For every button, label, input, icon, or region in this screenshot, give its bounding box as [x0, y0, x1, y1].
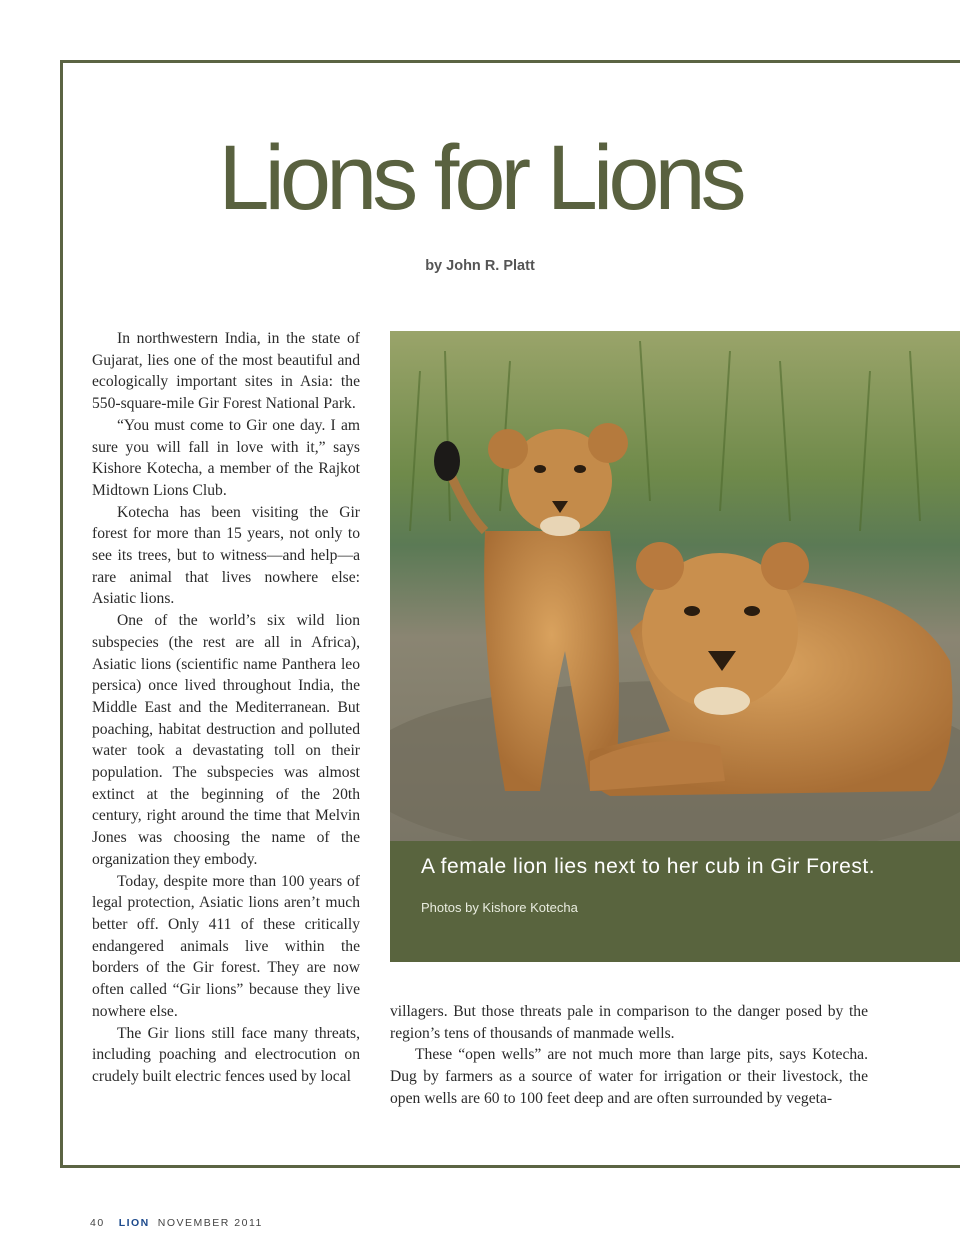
paragraph: villagers. But those threats pale in comparison to the danger posed by the region’s tens of thousands of manmade wells.: [390, 1003, 868, 1042]
page-number: 40: [90, 1217, 105, 1229]
paragraph: The Gir lions still face many threats, including poaching and electrocution on crudely built electric fences used by local: [92, 1024, 360, 1085]
right-text-column: [390, 1001, 868, 1110]
paragraph: One of the world’s six wild lion subspecies (the rest are all in Africa), Asiatic lions (scientific name Panthera leo persica) once lived throughout India, the Middle East and the Mediterranean. But poaching, habitat destruction and polluted water took a devastating toll on their population. The subspecies was almost extinct at the beginning of the 20th century, right around the time that Melvin Jones was choosing the name of the organization they embody.: [92, 612, 360, 868]
photo-caption-box: [390, 841, 960, 962]
left-text-column: [92, 328, 360, 1088]
lion-photo: [390, 331, 960, 841]
paragraph: Kotecha has been visiting the Gir forest for more than 15 years, not only to see its trees, but to witness—and help—a rare animal that lives nowhere else: Asiatic lions.: [92, 503, 360, 608]
paragraph: In northwestern India, in the state of Gujarat, lies one of the most beautiful and ecologically important sites in Asia: the 550-square-mile Gir Forest National Park.: [92, 330, 360, 413]
page-footer: [90, 1217, 263, 1229]
paragraph: “You must come to Gir one day. I am sure you will fall in love with it,” says Kishore Kotecha, a member of the Rajkot Midtown Lions Club.: [92, 416, 360, 499]
paragraph: Today, despite more than 100 years of legal protection, Asiatic lions aren’t much better off. Only 411 of these critically endangered animals live within the borders of the Gir forest. They are now often called “Gir lions” because they live nowhere else.: [92, 872, 360, 1020]
issue-date: NOVEMBER 2011: [157, 1217, 263, 1229]
photo-caption: A female lion lies next to her cub in Gir Forest.: [421, 855, 876, 878]
article-byline: by John R. Platt: [425, 258, 535, 274]
article-title: Lions for Lions: [218, 127, 742, 229]
magazine-name: LION: [118, 1217, 150, 1229]
photo-credit: Photos by Kishore Kotecha: [421, 900, 578, 915]
paragraph: These “open wells” are not much more than large pits, says Kotecha. Dug by farmers as a source of water for irrigation or their livestock, the open wells are 60 to 100 feet deep and are often surrounded by vegeta-: [390, 1046, 868, 1107]
